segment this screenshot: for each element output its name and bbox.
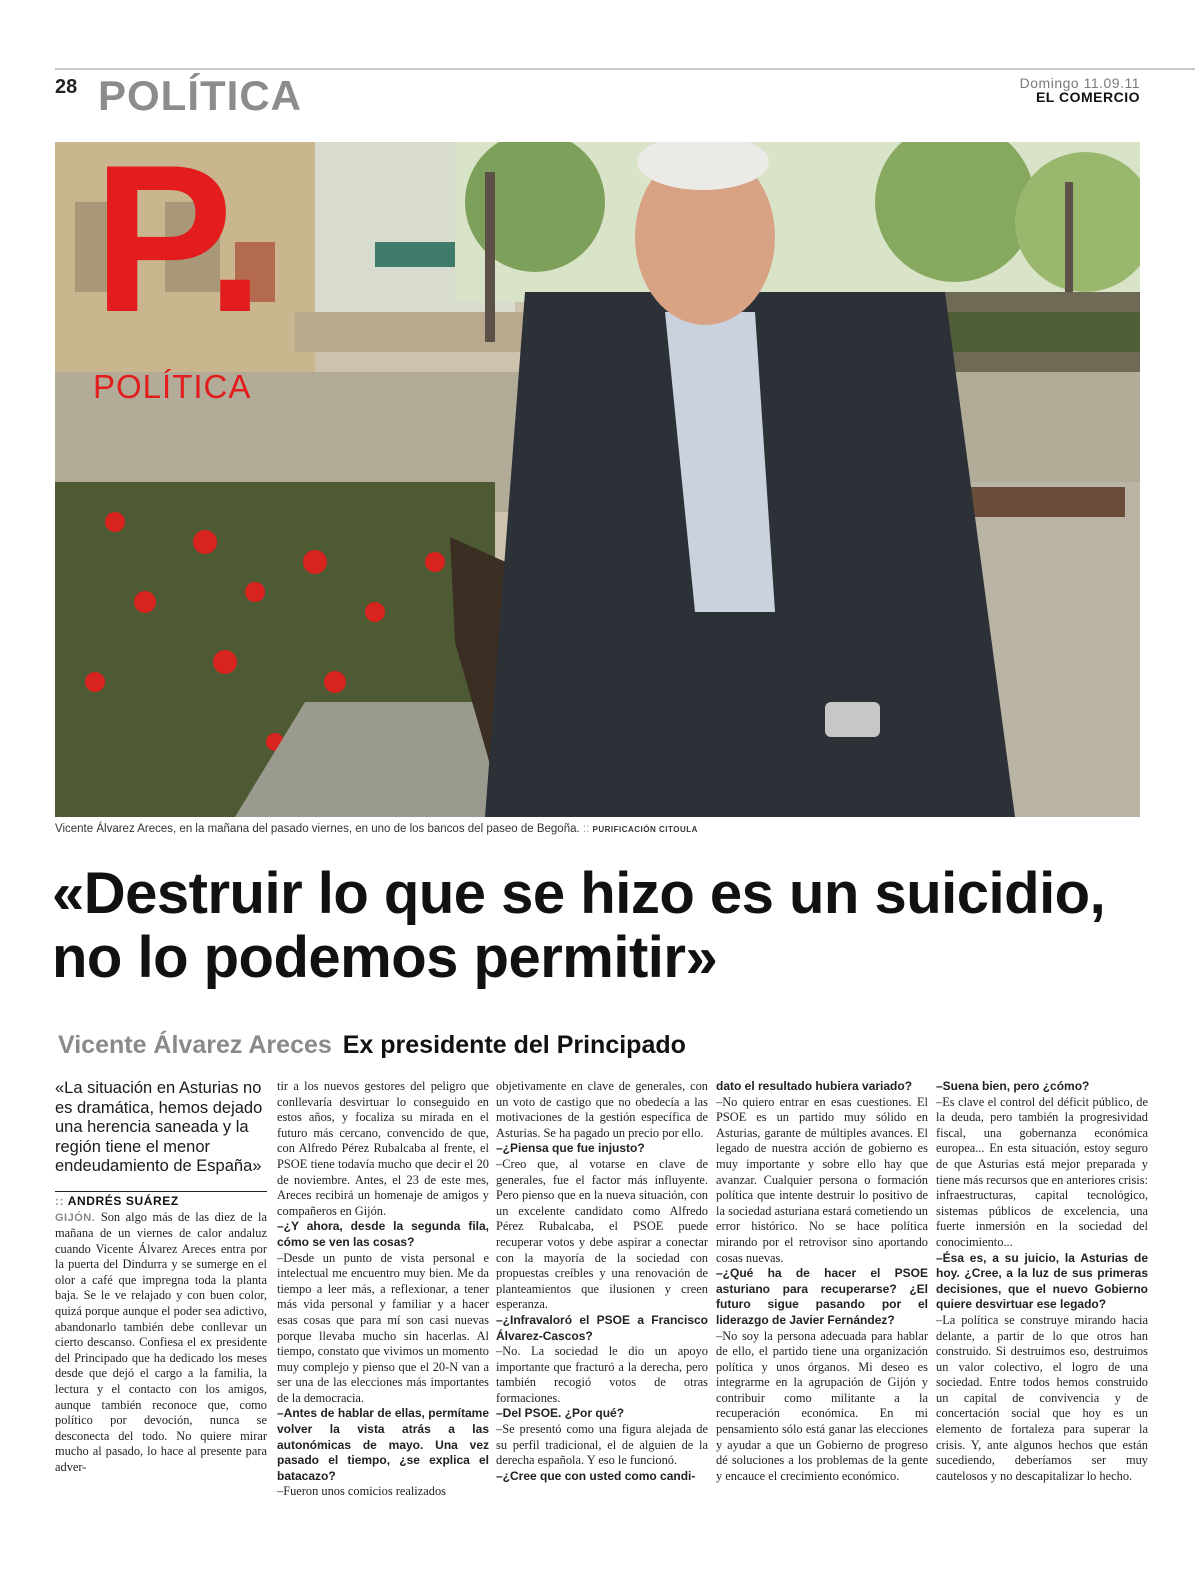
logo-letter: P. <box>93 142 265 356</box>
interview-question: –Ésa es, a su juicio, la Asturias de hoy. ¿Cree, a la luz de sus primeras decisiones, que el nuevo Gobierno quiere desvirtuar ese legado? <box>936 1250 1148 1312</box>
caption-text: Vicente Álvarez Areces, en la mañana del pasado viernes, en uno de los bancos del paseo de Begoña. <box>55 823 580 835</box>
paragraph: –No. La sociedad le dio un apoyo importante que fracturó a la derecha, pero también recogió votos de otras formaciones. <box>496 1344 708 1405</box>
paragraph: –Es clave el control del déficit público, de la deuda, pero también la progresividad fiscal, una gobernanza económica europea... En esta situación, estoy seguro de que Asturias está mejor preparada y tiene más recursos que en anteriores crisis: infraestructuras, capital tecnológico, sistemas públicos de excelencia, una fuerte inmersión en la sociedad del conocimiento... <box>936 1094 1148 1249</box>
column-5 <box>936 1079 1148 1484</box>
intro-text <box>55 1210 267 1476</box>
interview-question: –¿Piensa que fue injusto? <box>496 1141 645 1156</box>
page-number: 28 <box>55 76 78 98</box>
interview-question: –Antes de hablar de ellas, permítame volver la vista atrás a las autonómicas de mayo. Una vez pasado el tiempo, ¿se explica el batacazo? <box>277 1406 489 1483</box>
issue-date: Domingo 11.09.11 <box>1019 75 1140 91</box>
paragraph: –La política se construye mirando hacia delante, a partir de lo que otros han construido. Si destruimos eso, destruimos un valor colectivo, el logro de una sociedad. Entre todos hemos construido un capital de convivencia y de concertación social que hoy es un elemento de fortaleza para superar la crisis. Y, ante algunos hechos que están sucediendo, deberíamos ser muy cautelosos y no descapitalizar lo hecho. <box>936 1312 1148 1483</box>
headline: «Destruir lo que se hizo es un suicidio, no lo podemos permitir» <box>52 861 1106 990</box>
logo-word: POLÍTICA <box>93 368 252 405</box>
interview-question: dato el resultado hubiera variado? <box>716 1079 913 1093</box>
paragraph: objetivamente en clave de generales, con un voto de castigo que no obedecía a las motivaciones de la gestión específica de Asturias. Se ha pagado un precio por ello. <box>496 1079 708 1140</box>
section-title: POLÍTICA <box>98 72 302 119</box>
photo-credit: PURIFICACIÓN CITOULA <box>592 825 698 834</box>
subhead <box>58 1031 686 1060</box>
masthead <box>1020 76 1140 104</box>
interview-question: –Suena bien, pero ¿cómo? <box>936 1079 1090 1093</box>
paragraph: –No soy la persona adecuada para hablar de ello, el partido tiene una organización política y unos órganos. Mi deseo es integrarme en la agrupación de Gijón y contribuir como militante a la recuperación económica. En mi pensamiento sólo está ganar las elecciones y ayudar a que un Gobierno de progreso dé soluciones a los problemas de la gente y encauce el crecimiento económico. <box>716 1328 928 1483</box>
interview-question: –¿Cree que con usted como candi- <box>496 1468 696 1483</box>
column-4 <box>716 1079 928 1484</box>
interviewee-name: Vicente Álvarez Areces <box>58 1031 332 1059</box>
section-logo <box>93 142 293 405</box>
byline <box>55 1191 267 1208</box>
paragraph: tir a los nuevos gestores del peligro que conllevaría desvirtuar lo conseguido en estos años, y focaliza su mirada en el futuro más cercano, convencido de que, con Alfredo Pérez Rubalcaba al frente, el PSOE tiene todavía mucho que decir el 20 de noviembre. Antes, el 23 de este mes, Areces recibirá un homenaje de amigos y compañeros en Gijón. <box>277 1079 489 1218</box>
paragraph: –Se presentó como una figura alejada de su perfil tradicional, el de alguien de la derecha española. Y eso le funcionó. <box>496 1422 708 1468</box>
pull-quote: «La situación en Asturias no es dramática, hemos dejado una herencia saneada y la región tiene el menor endeudamiento de España» <box>55 1079 263 1175</box>
interview-question: –¿Y ahora, desde la segunda fila, cómo se ven las cosas? <box>277 1219 489 1249</box>
intro-paragraph: Son algo más de las diez de la mañana de un viernes de calor andaluz cuando Vicente Álvarez Areces entra por la puerta del Dindurra y se sumerge en el olor a café que impregna toda la planta baja. Se le ve relajado y con buen color, quizá porque aunque el poder sea adictivo, abandonarlo también debe conllevar un cierto descanso. Confiesa el ex presidente del Principado que ha dedicado los meses desde que dejó el cargo a la familia, la lectura y el contacto con los amigos, aunque también reconoce que, como político por devoción, nunca se desconecta del todo. No quiere mirar mucho al pasado, lo hace al presente para adver- <box>55 1209 267 1474</box>
column-2 <box>277 1079 489 1500</box>
paragraph: –Desde un punto de vista personal e intelectual me encuentro muy bien. Me da tiempo a leer más, a reflexionar, a tener más vida personal y familiar y a hacer esas cosas que para mí son casi nuevas porque llevaba mucho sin hacerlas. Al tiempo, constato que vivimos un momento muy complejo y pienso que el 20-N van a ser una de las elecciones más importantes de la democracia. <box>277 1250 489 1405</box>
interview-question: –¿Qué ha de hacer el PSOE asturiano para recuperarse? ¿El futuro sigue pasando por el liderazgo de Javier Fernández? <box>716 1266 928 1327</box>
newspaper-name: EL COMERCIO <box>1035 89 1140 105</box>
dateline: GIJÓN. <box>55 1211 96 1224</box>
column-1 <box>55 1079 267 1476</box>
photo-caption <box>55 823 698 835</box>
interviewee-role: Ex presidente del Principado <box>342 1031 686 1059</box>
interview-question: –Del PSOE. ¿Por qué? <box>496 1406 625 1421</box>
caption-separator: :: <box>582 823 590 835</box>
top-rule <box>55 68 1195 70</box>
article-photo <box>55 142 1140 817</box>
paragraph: –Creo que, al votarse en clave de generales, fue el factor más influyente. Pero pienso que en la nueva situación, con un excelente candidato como Alfredo Pérez Rubalcaba, el PSOE puede recuperar votos y debe aspirar a conectar con la mayoría de la sociedad con propuestas creíbles y una renovación de planteamientos que ilusionen y creen esperanza. <box>496 1156 708 1312</box>
column-3 <box>496 1079 708 1484</box>
paragraph: –No quiero entrar en esas cuestiones. El PSOE es un partido muy sólido en Asturias, garante de múltiples avances. El legado de nuestra acción de gobierno es muy importante y sobre ello hay que avanzar. Cualquier persona o formación política que intente destruir lo positivo de la sociedad asturiana estará cometiendo un error histórico. No se hace política mirando por el retrovisor sino aportando cosas nuevas. <box>716 1094 928 1265</box>
byline-author: ANDRÉS SUÁREZ <box>67 1193 179 1208</box>
byline-marker <box>55 1194 64 1208</box>
interview-question: –¿Infravaloró el PSOE a Francisco Álvarez-Cascos? <box>496 1312 708 1343</box>
paragraph: –Fueron unos comicios realizados <box>277 1484 446 1499</box>
